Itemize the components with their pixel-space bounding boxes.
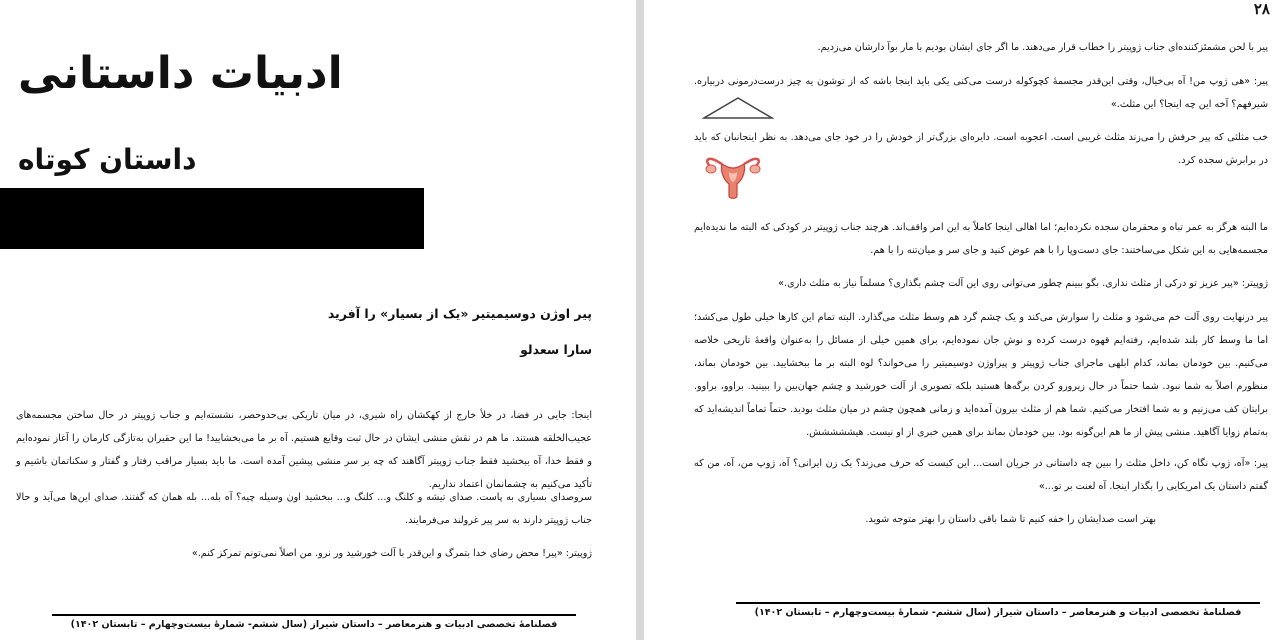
author-name: سارا سعدلو xyxy=(520,342,592,357)
right-paragraph-8: بهتر است صدایشان را خفه کنیم تا شما باقی داستان را بهتر متوجه شوید. xyxy=(865,514,1156,525)
left-paragraph-3: ژوپیتر: «پیر! محض رضای خدا بتمرگ و این‌قدر با آلت خورشید ور نرو. من اصلاً نمی‌تونم تمرکز کنم.» xyxy=(191,548,592,559)
right-paragraph-5: ژوپیتر: «پیر عزیز تو درکی از مثلث نداری. بگو ببینم چطور می‌توانی روی این آلت چشم بگذاری؟ مسلماً نیاز به مثلث داری.» xyxy=(778,278,1268,289)
right-paragraph-6: پیر درنهایت روی آلت خم می‌شود و مثلث را سوارش می‌کند و یک چشم گرد هم وسط مثلث می‌گذارد. البته تمام این کارها خیلی طول می‌کشد؛ اما ما وسط کار بلند شده‌ایم، رفته‌ایم قهوه درست کرده و نوش جان نموده‌ایم، برای همین خیلی از مسائل را به‌عنوان واقعهٔ تاریخی خلاصه می‌کنیم. بین خودمان بماند، کدام ابلهی ماجرای جناب ژوپیتر و پیراوژن دوسیمیتیر را می‌خواند؟ لوه البته بر ما ببخشایید. بین خودمان بماند، منظورم اصلاً به شما نبود. شما حتماً در حال زیرورو کردن برگه‌ها هستید بلکه تصویری از آلت خورشید و چشم جهان‌بین را ببینید. براوو، براوو. برایتان کف می‌زنیم و به شما افتخار می‌کنیم. شما هم از مثلث بیرون آمده‌اید و زمانی همچون چشم در میان مثلث بودید. حتماً تماماً اندیشه‌اید که به‌تمام زوایا آگاهید. منشی پیش از ما هم این‌گونه بود. بین خودمان بماند برای همین خبری از او نیست. هیششششش. xyxy=(694,312,1268,438)
right-paragraph-2: پیر: «هی ژوپ من! آه بی‌خیال، وقتی این‌قدر مجسمهٔ کچوکوله درست می‌کنی یکی باید اینجا باشه که از توشون یه چیز درست‌درمونی دربیاره. شیرفهم؟ آخه این چه اینجا؟ این مثلث.» xyxy=(694,76,1268,110)
redaction-bar xyxy=(0,188,424,249)
uterus-icon xyxy=(704,156,762,200)
triangle-icon xyxy=(702,96,774,120)
story-title: پیر اوژن دوسیمیتیر «یک از بسیار» را آفرید xyxy=(327,306,592,321)
left-page xyxy=(0,0,636,640)
right-paragraph-7: پیر: «آه، ژوپ نگاه کن، داخل مثلث را ببین چه داستانی در جریان است... این کیست که حرف می‌زند؟ یک زن ایرانی؟ آه، ژوپ من، آه، من که گفتم داستان یک امریکایی را بگذار اینجا. آه لعنت بر تو...» xyxy=(694,458,1268,492)
left-paragraph-1: اینجا: جایی در فضا، در خلأ خارج از کهکشان راه شیری، در میان تاریکی بی‌حدوحصر، نشسته‌ایم و جناب ژوپیتر در حال ساختن مجسمه‌های عجیب‌الخلقه هستند. ما هم در نقش منشی ایشان در حال ثبت وقایع هستیم. آه بر ما می‌بخشایید! ما این حقیران به‌تازگی کارمان را آغاز نموده‌ایم و فقط خدا، آه ببخشید فقط جناب ژوپیتر آگاهند که چه بر سر منشی پیشین آمده است. ما باید بسیار مراقب رفتار و گفتار و سکناتمان باشیم و تأکید می‌کنیم به چشمانمان اعتماد نداریم. xyxy=(16,410,592,490)
left-paragraph-2: سروصدای بسیاری به پاست. صدای تیشه و کلنگ و... کلنگ و... ببخشید اون وسیله چیه؟ آه بله... بله همان که گفتند. صدای این‌ها می‌آید و حالا جناب ژوپیتر دارند به سر پیر غرولند می‌فرمایند. xyxy=(16,492,592,526)
right-paragraph-3: خب مثلثی که پیر حرفش را می‌زند مثلث غریبی است. اعجوبه است. دایره‌ای بزرگ‌تر از خودش را در خود جای می‌دهد. به نظر اینجانبان که باید در برابرش سجده کرد. xyxy=(694,132,1268,166)
right-paragraph-1: پیر با لحن مشمئزکننده‌ای جناب ژوپیتر را خطاب قرار می‌دهند. ما اگر جای ایشان بودیم با مار بوآ دارشان می‌زدیم. xyxy=(817,42,1268,53)
footer-rule xyxy=(52,614,576,616)
book-title: ادبیات داستانی xyxy=(18,48,343,99)
page-number: ۲۸ xyxy=(1253,0,1270,18)
right-paragraph-4: ما البته هرگز به عمر تباه و محقرمان سجده نکرده‌ایم؛ اما اهالی اینجا کاملاً به این امر واقف‌اند. هرچند جناب ژوپیتر در کودکی که البته ما ندیده‌ایم مجسمه‌هایی به این شکل می‌ساختند: جای دست‌وپا را با هم عوض کنید و جای سر و میان‌تنه را با هم. xyxy=(694,222,1268,256)
footer-rule xyxy=(736,602,1260,604)
footer-text: فصلنامهٔ تخصصی ادبیات و هنرمعاصر – داستان شیراز (سال ششم- شمارهٔ بیست‌وچهارم – تابستان ۱۴۰۲) xyxy=(70,619,558,630)
section-title: داستان کوتاه xyxy=(18,143,197,176)
footer-text: فصلنامهٔ تخصصی ادبیات و هنرمعاصر – داستان شیراز (سال ششم- شمارهٔ بیست‌وچهارم – تابستان ۱۴۰۲) xyxy=(754,607,1242,618)
